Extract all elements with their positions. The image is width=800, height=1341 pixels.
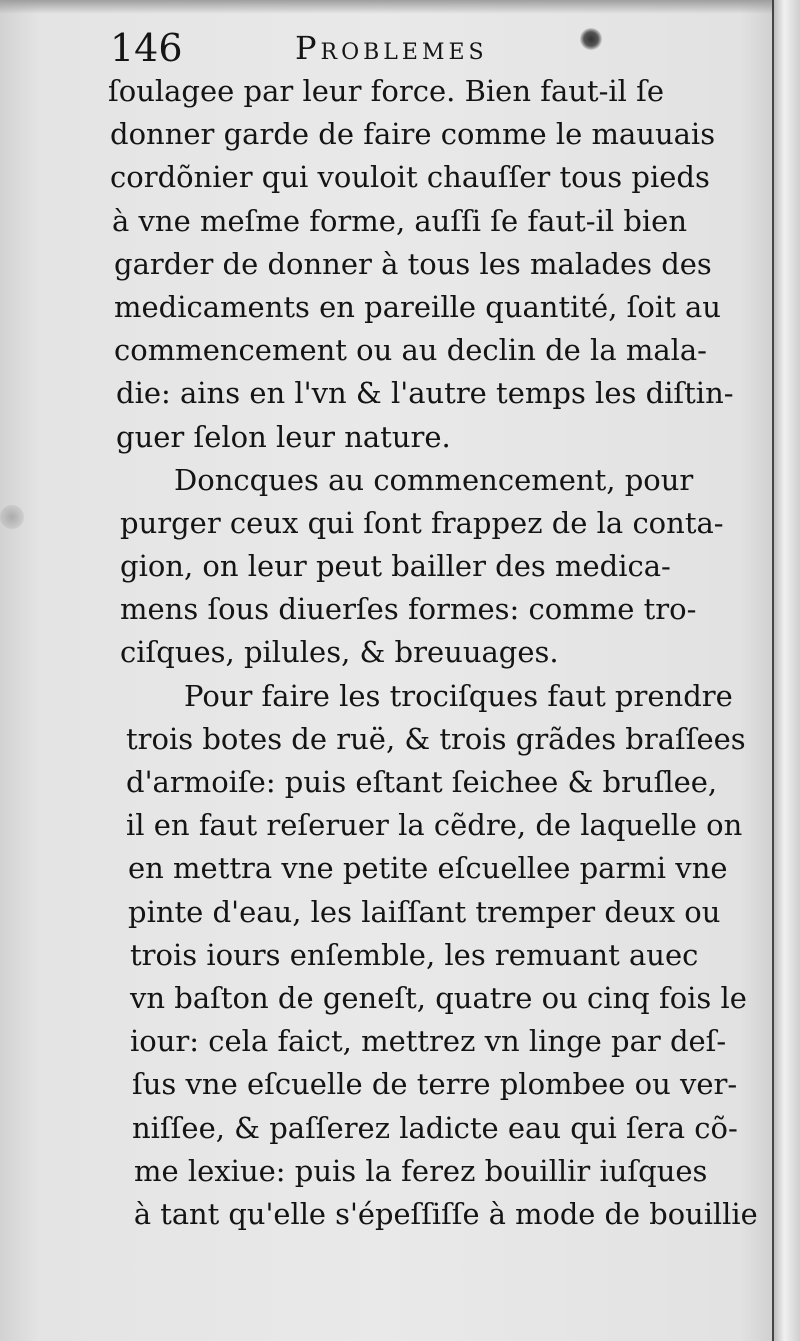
page-number: 146 <box>110 26 183 70</box>
paper-stain <box>0 505 24 529</box>
text-line: vn baſton de geneſt, quatre ou cinq fois le <box>130 980 747 1015</box>
text-line: me lexiue: puis la ferez bouillir iuſques <box>134 1153 708 1188</box>
text-line: à vne meſme forme, auſſi ſe faut-il bien <box>112 203 688 238</box>
text-line: à tant qu'elle s'épeſſiſſe à mode de bouillie <box>133 1196 758 1231</box>
running-head <box>110 24 750 72</box>
text-line: garder de donner à tous les malades des <box>114 246 712 281</box>
text-line: commencement ou au declin de la mala- <box>114 333 707 368</box>
text-line: iour: cela faict, mettrez vn linge par deſ- <box>130 1024 727 1059</box>
text-line: purger ceux qui ſont frappez de la conta- <box>120 505 724 540</box>
text-line: niſſee, & paſſerez ladicte eau qui ſera cõ- <box>132 1110 738 1145</box>
text-line: pinte d'eau, les laiſſant tremper deux ou <box>128 894 721 929</box>
page-gutter <box>772 0 800 1341</box>
text-line: trois botes de ruë, & trois grãdes braſſees <box>126 721 746 756</box>
text-line: Doncques au commencement, pour <box>174 462 694 497</box>
running-title: Problemes <box>295 29 488 67</box>
text-line: il en faut reſeruer la cẽdre, de laquelle on <box>126 808 743 843</box>
text-line: donner garde de faire comme le mauuais <box>110 117 716 152</box>
text-line: mens ſous diuerſes formes: comme tro- <box>120 592 697 627</box>
text-line: trois iours enſemble, les remuant auec <box>130 937 699 972</box>
text-line: d'armoiſe: puis eſtant ſeichee & bruſlee, <box>126 765 718 799</box>
text-line: Pour faire les trociſques faut prendre <box>184 678 733 713</box>
text-line: medicaments en pareille quantité, ſoit au <box>114 289 721 324</box>
text-line: die: ains en l'vn & l'autre temps les diſtin- <box>116 376 734 411</box>
text-line: guer ſelon leur nature. <box>116 419 451 454</box>
page-top-shadow <box>0 0 800 14</box>
text-line: gion, on leur peut bailler des medica- <box>120 549 671 584</box>
text-line: ciſques, pilules, & breuuages. <box>120 635 559 670</box>
body-text <box>108 70 768 1236</box>
text-line: ſoulagee par leur force. Bien faut-il ſe <box>108 74 665 108</box>
text-line: cordõnier qui vouloit chauſſer tous pieds <box>110 160 710 195</box>
text-line: ſus vne eſcuelle de terre plombee ou ver- <box>132 1067 738 1102</box>
text-line: en mettra vne petite eſcuellee parmi vne <box>128 851 728 886</box>
